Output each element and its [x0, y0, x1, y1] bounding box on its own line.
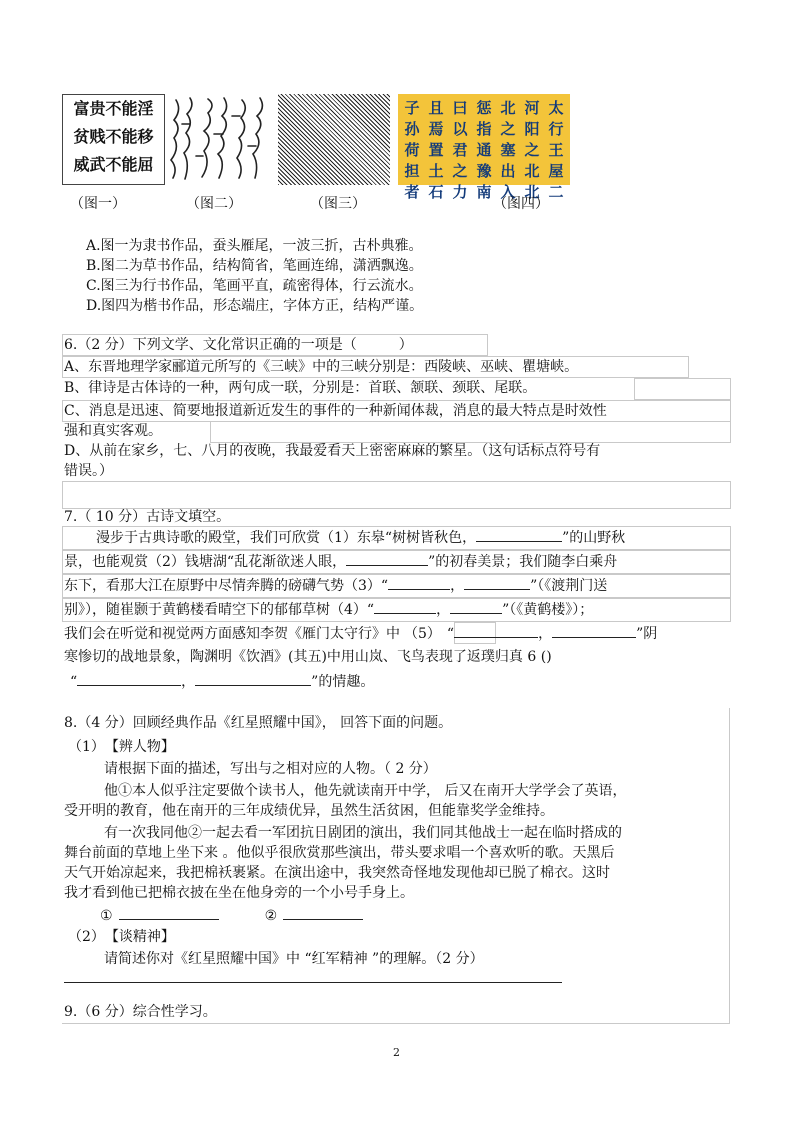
- q8-part1-heading: （1） 【辨人物】: [68, 739, 175, 755]
- q6-answer-frame: [62, 481, 731, 509]
- q5-option-c: C.图三为行书作品，笔画平直，疏密得体，行云流水。: [86, 278, 423, 294]
- q9-stem: 9.（6 分）综合性学习。: [64, 1004, 217, 1020]
- q7-line7: “ ， ”的情趣。: [70, 671, 374, 692]
- q8-para1-line2: 受开明的教育，他在南开的三年成绩优异，虽然生活贫困，但能靠奖学金维持。: [64, 803, 554, 819]
- q7-stem: 7.（ 10 分）古诗文填空。: [64, 509, 231, 525]
- fig4-column: 且焉置土石: [428, 99, 444, 201]
- fig4-column: 太行王屋二: [548, 99, 564, 201]
- q7-blank-2[interactable]: [346, 551, 428, 566]
- q8-part2-heading: （2） 【谈精神】: [68, 929, 175, 945]
- q6-option-a: A、东晋地理学家郦道元所写的《三峡》中的三峡分别是：西陵峡、巫峡、瞿塘峡。: [64, 359, 579, 375]
- q6-option-d-line2: 错误。）: [64, 463, 113, 479]
- q8-para2-line4: 我才看到他已把棉衣披在坐在他身旁的一个小号手身上。: [64, 885, 414, 901]
- q5-option-d: D.图四为楷书作品，形态端庄，字体方正，结构严谨。: [86, 298, 424, 314]
- figure-caption: （图三）: [310, 196, 366, 212]
- q7-line2: 景，也能观赏（2）钱塘湖“乱花渐欲迷人眼， ”的初春美景；我们随李白乘舟: [64, 551, 617, 572]
- q8-part1-instruction: 请根据下面的描述，写出与之相对应的人物。（ 2 分）: [104, 761, 437, 777]
- q7-line4: 别》），随崔颢于黄鹤楼看晴空下的郁郁草树（4）“ ， ”（《黄鹤楼》）；: [64, 599, 593, 620]
- figure-caption: （图二）: [186, 196, 242, 212]
- q6-option-c-line1: C、消息是迅速、简要地报道新近发生的事件的一种新闻体裁，消息的最大特点是时效性: [64, 403, 607, 419]
- q7-line3: 东下，看那大江在原野中尽情奔腾的磅礴气势（3）“ ， ”（《渡荆门送: [64, 575, 607, 596]
- fig1-row: 贫贱不能移: [73, 127, 154, 146]
- q7-blank-4a[interactable]: [374, 599, 436, 614]
- q8-answer-blank-1[interactable]: [119, 905, 219, 920]
- fig4-column: 曰以君之力: [452, 99, 468, 201]
- fig1-row: 富贵不能淫: [73, 99, 154, 118]
- q6-b-frame: [634, 378, 731, 400]
- fig4-column: 子孙荷担者: [404, 99, 420, 201]
- q8-para2-line2: 舞台前面的草地上坐下来 。他似乎很欣赏那些演出，带头要求唱一个喜欢听的歌。天黑后: [64, 845, 615, 861]
- q7-blank-3a[interactable]: [388, 575, 450, 590]
- q7-blank-4b[interactable]: [450, 599, 502, 614]
- q7-line1: 漫步于古典诗歌的殿堂，我们可欣赏（1）东皋“树树皆秋色， ”的山野秋: [96, 527, 625, 548]
- fig4-column: 河阳之北北: [524, 99, 540, 201]
- q7-line6: 寒惨切的战地景象，陶渊明《饮酒》(其五)中用山岚、飞鸟表现了返璞归真 6 (): [64, 649, 552, 665]
- fig4-column: 北之塞出入: [500, 99, 516, 201]
- q7-line5: 我们会在听觉和视觉两方面感知李贺《雁门太守行》中 （5） “ ， ”阴: [64, 623, 657, 644]
- q5-option-b: B.图二为草书作品，结构简省，笔画连绵，潇洒飘逸。: [86, 258, 423, 274]
- figure-3-running-script: [278, 94, 390, 185]
- q7-blank-3b[interactable]: [464, 575, 530, 590]
- figure-4-regular-script: [398, 94, 570, 201]
- q7-blank-1[interactable]: [476, 527, 562, 542]
- figure-1-clerical-script: [62, 94, 165, 185]
- figure-2-cursive-script: [168, 94, 273, 185]
- q8-para1-line1: 他①本人似乎注定要做个读书人，他先就读南开中学， 后又在南开大学学会了英语，: [104, 783, 627, 799]
- q6-c2-frame: [210, 421, 731, 443]
- q8-para2-line1: 有一次我同他②一起去看一军团抗日剧团的演出，我们同其他战士一起在临时搭成的: [104, 825, 622, 841]
- q7-blank-5b[interactable]: [552, 623, 636, 638]
- q6-stem: 6.（2 分）下列文学、文化常识正确的一项是（ ）: [64, 337, 413, 353]
- q7-blank-5a[interactable]: [454, 623, 538, 638]
- q8-stem: 8.（4 分）回顾经典作品《红星照耀中国》， 回答下面的问题。: [64, 715, 453, 731]
- q8-answer-line[interactable]: [64, 982, 562, 983]
- page-number: 2: [393, 1046, 400, 1059]
- q6-option-d-line1: D、从前在家乡，七、八月的夜晚，我最爱看天上密密麻麻的繁星。（这句话标点符号有: [64, 443, 601, 459]
- fig4-column: 惩指通豫南: [476, 99, 492, 201]
- q8-part2-instruction: 请简述你对《红星照耀中国》中 “红军精神 ”的理解。（2 分）: [104, 951, 484, 967]
- q6-option-c-line2: 强和真实客观。: [64, 423, 162, 439]
- q8-answer-blank-2[interactable]: [283, 905, 363, 920]
- fig1-row: 威武不能屈: [73, 155, 154, 174]
- q7-blank-6b[interactable]: [195, 671, 311, 686]
- q5-option-a: A.图一为隶书作品，蚕头雁尾，一波三折，古朴典雅。: [86, 238, 423, 254]
- q6-option-b: B、律诗是古体诗的一种，两句成一联，分别是：首联、颔联、颈联、尾联。: [64, 380, 537, 396]
- q8-para2-line3: 天气开始凉起来，我把棉袄裹紧。在演出途中，我突然奇怪地发现他却已脱了棉衣。这时: [64, 865, 610, 881]
- figure-caption: （图四）: [493, 196, 549, 212]
- figure-caption: （图一）: [70, 196, 126, 212]
- q8-answer-row: ① ②: [100, 905, 363, 926]
- q7-blank-6a[interactable]: [77, 671, 181, 686]
